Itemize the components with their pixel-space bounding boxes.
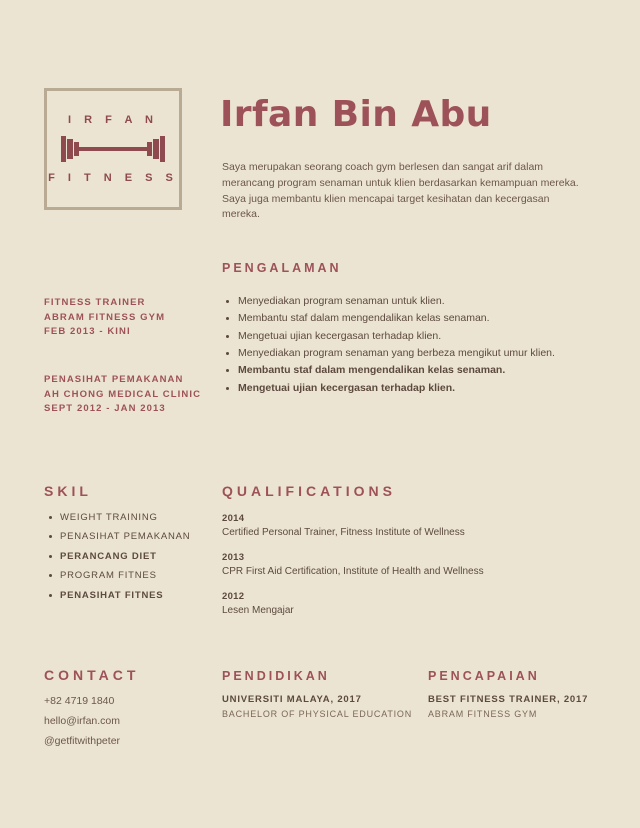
job-role: FITNESS TRAINER	[44, 297, 146, 308]
section-title-achievement: PENCAPAIAN	[428, 669, 540, 683]
qualification-desc: Certified Personal Trainer, Fitness Institute of Wellness	[222, 527, 465, 538]
logo-bottom-text: F I T N E S S	[48, 172, 178, 184]
logo-box	[44, 88, 182, 210]
list-item: PENASIHAT PEMAKANAN	[60, 527, 190, 546]
list-item: WEIGHT TRAINING	[60, 508, 190, 527]
section-title-qualifications: QUALIFICATIONS	[222, 483, 396, 499]
list-item: PENASIHAT FITNES	[60, 586, 190, 605]
qualification-desc: CPR First Aid Certification, Institute of Health and Wellness	[222, 566, 484, 577]
barbell-icon	[61, 136, 165, 162]
skills-list	[60, 508, 190, 605]
qualification-desc: Lesen Mengajar	[222, 605, 294, 616]
job-company: ABRAM FITNESS GYM	[44, 311, 166, 323]
contact-email[interactable]: hello@irfan.com	[44, 714, 121, 727]
qualification-item	[222, 513, 552, 538]
section-title-experience: PENGALAMAN	[222, 261, 342, 275]
section-title-contact: CONTACT	[44, 667, 140, 683]
list-item: Mengetuai ujian kecergasan terhadap klien.	[238, 328, 490, 345]
list-item: Membantu staf dalam mengendalikan kelas senaman.	[238, 310, 490, 327]
section-title-education: PENDIDIKAN	[222, 669, 330, 683]
qualification-item	[222, 552, 552, 577]
list-item: Menyediakan program senaman yang berbeza mengikut umur klien.	[238, 345, 555, 362]
page-title: Irfan Bin Abu	[220, 94, 492, 135]
job-role: PENASIHAT PEMAKANAN	[44, 374, 184, 385]
qualification-year: 2013	[222, 552, 245, 563]
logo-top-text: I R F A N	[67, 114, 158, 126]
job-dates: SEPT 2012 - JAN 2013	[44, 403, 166, 415]
qualification-item	[222, 591, 552, 616]
job-company: AH CHONG MEDICAL CLINIC	[44, 388, 202, 400]
experience-job-meta	[44, 296, 165, 340]
list-item: PROGRAM FITNES	[60, 566, 190, 585]
contact-phone[interactable]: +82 4719 1840	[44, 695, 115, 707]
job-dates: FEB 2013 - KINI	[44, 326, 131, 338]
qualifications-list	[222, 513, 552, 630]
achievement-org: ABRAM FITNESS GYM	[428, 709, 538, 719]
qualification-year: 2014	[222, 513, 245, 524]
list-item: Mengetuai ujian kecergasan terhadap klien.	[238, 380, 555, 397]
experience-bullets	[222, 345, 555, 397]
experience-bullets	[222, 293, 490, 345]
list-item: Membantu staf dalam mengendalikan kelas senaman.	[238, 362, 555, 379]
experience-job-meta	[44, 373, 201, 417]
achievement-block	[428, 694, 588, 719]
list-item: Menyediakan program senaman untuk klien.	[238, 293, 490, 310]
section-title-skills: SKIL	[44, 483, 92, 499]
contact-social[interactable]: @getfitwithpeter	[44, 734, 121, 747]
education-institution: UNIVERSITI MALAYA, 2017	[222, 694, 362, 705]
qualification-year: 2012	[222, 591, 245, 602]
achievement-award: BEST FITNESS TRAINER, 2017	[428, 694, 589, 705]
contact-list	[44, 692, 120, 752]
list-item: PERANCANG DIET	[60, 547, 190, 566]
education-block	[222, 694, 412, 719]
summary-text: Saya merupakan seorang coach gym berlesen dan sangat arif dalam merancang program senaman untuk klien berdasarkan kemampuan mereka. Saya juga membantu klien mencapai target kesihatan dan kecergasan mereka.	[222, 161, 579, 221]
education-degree: BACHELOR OF PHYSICAL EDUCATION	[222, 709, 413, 719]
